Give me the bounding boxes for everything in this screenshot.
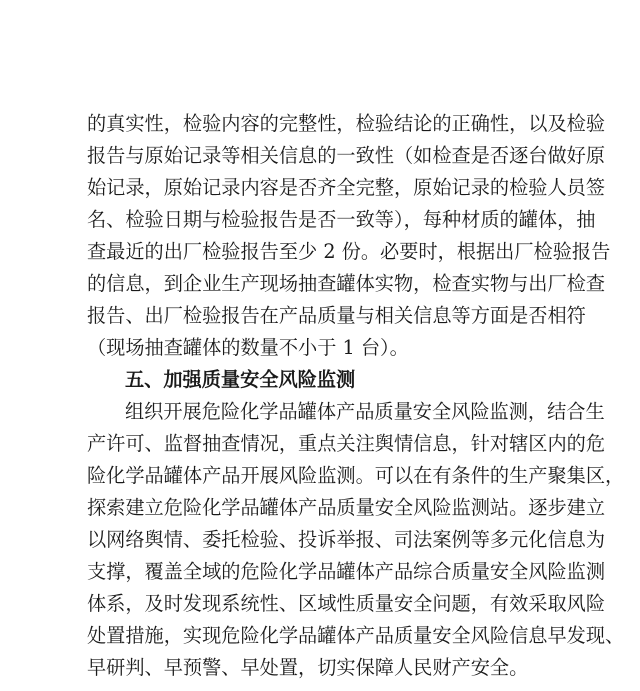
paragraph-line: 早研判、早预警、早处置，切实保障人民财产安全。 [87,656,529,679]
paragraph-line: 查最近的出厂检验报告至少 2 份。必要时，根据出厂检验报告 [87,240,611,263]
paragraph-line: 报告、出厂检验报告在产品质量与相关信息等方面是否相符 [87,304,586,327]
paragraph-line: 体系，及时发现系统性、区域性质量安全问题，有效采取风险 [87,592,606,615]
paragraph-line: 险化学品罐体产品开展风险监测。可以在有条件的生产聚集区， [87,464,625,487]
paragraph-line: 产许可、监督抽查情况，重点关注舆情信息，针对辖区内的危 [87,432,606,455]
section-heading: 五、加强质量安全风险监测 [125,368,356,391]
paragraph-line: 以网络舆情、委托检验、投诉举报、司法案例等多元化信息为 [87,528,606,551]
paragraph-line: 的信息，到企业生产现场抽查罐体实物，检查实物与出厂检查 [87,272,606,295]
paragraph-line: 的真实性，检验内容的完整性，检验结论的正确性，以及检验 [87,112,606,135]
paragraph-line: 名、检验日期与检验报告是否一致等），每种材质的罐体，抽 [87,208,596,231]
paragraph-line: 支撑，覆盖全域的危险化学品罐体产品综合质量安全风险监测 [87,560,606,583]
paragraph-line: 始记录，原始记录内容是否齐全完整，原始记录的检验人员签 [87,176,606,199]
paragraph-line: 探索建立危险化学品罐体产品质量安全风险监测站。逐步建立 [87,496,606,519]
paragraph-line: 报告与原始记录等相关信息的一致性（如检查是否逐台做好原 [87,144,606,167]
paragraph-line: 处置措施，实现危险化学品罐体产品质量安全风险信息早发现、 [87,624,625,647]
paragraph-line: （现场抽查罐体的数量不小于 1 台）。 [87,336,409,359]
paragraph-line: 组织开展危险化学品罐体产品质量安全风险监测，结合生 [125,400,605,423]
